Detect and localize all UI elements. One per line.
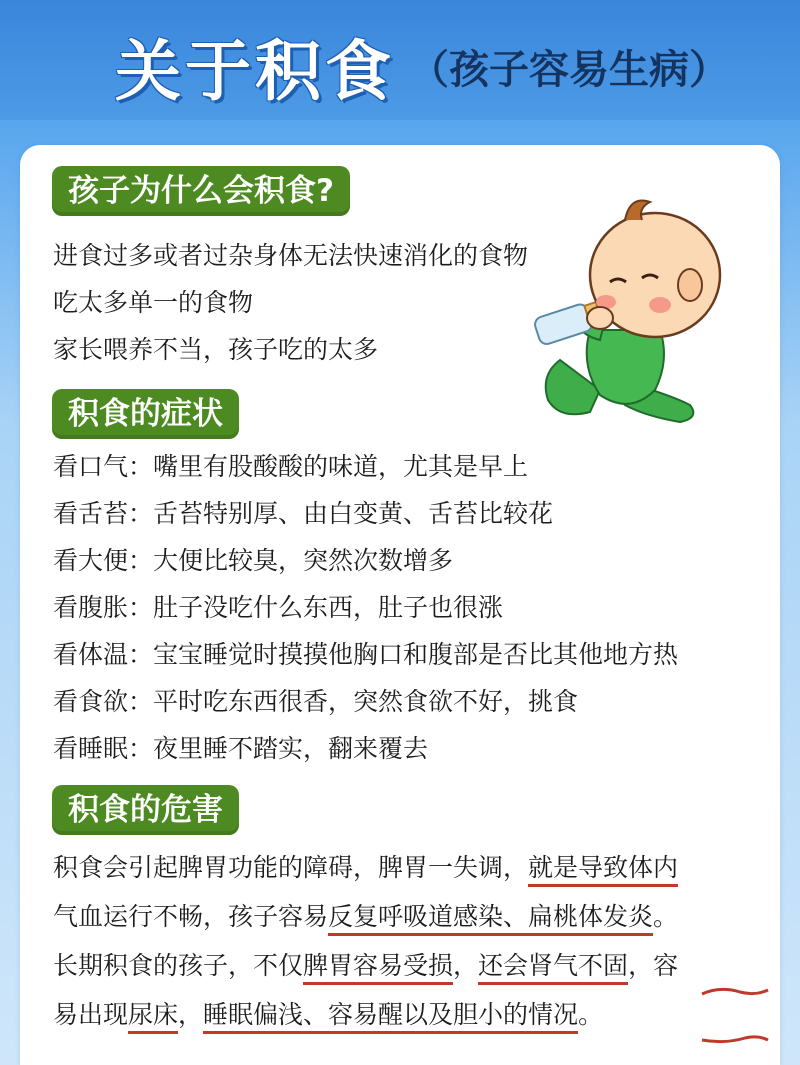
why-line-1: 进食过多或者过杂身体无法快速消化的食物 — [53, 241, 529, 270]
page-subtitle: （孩子容易生病） — [409, 47, 729, 93]
symptom-sleep: 看睡眠：夜里睡不踏实，翻来覆去 — [53, 734, 429, 763]
harm-line-4 — [53, 998, 603, 1032]
symptom-stool: 看大便：大便比较臭，突然次数增多 — [53, 546, 454, 575]
harm-line-4-text: 易出现 — [53, 1000, 129, 1029]
harm-line-1-text: 积食会引起脾胃功能的障碍，脾胃一失调， — [53, 853, 529, 882]
harm-line-4-end: 。 — [578, 1000, 604, 1029]
page-title: 关于积食 — [115, 33, 395, 110]
baby-bottle-illustration — [520, 190, 730, 440]
underline-scribble-2 — [700, 1030, 770, 1050]
section-tag-why: 孩子为什么会积食? — [52, 166, 350, 216]
symptom-tongue: 看舌苔：舌苔特别厚、由白变黄、舌苔比较花 — [53, 499, 554, 528]
harm-line-3-underlined-2: 还会肾气不固 — [478, 951, 628, 985]
harm-line-3-end: ，容 — [628, 951, 679, 980]
harm-line-1-underlined: 就是导致体内 — [528, 853, 678, 887]
symptom-appetite: 看食欲：平时吃东西很香，突然食欲不好，挑食 — [53, 687, 579, 716]
harm-line-2-text: 气血运行不畅，孩子容易 — [53, 902, 329, 931]
harm-line-3-comma: ， — [453, 951, 479, 980]
title-group — [115, 32, 729, 112]
harm-line-2 — [53, 900, 678, 934]
symptom-bloating: 看腹胀：肚子没吃什么东西，肚子也很涨 — [53, 593, 504, 622]
harm-line-3 — [53, 949, 678, 983]
header-banner — [0, 0, 800, 120]
symptom-breath: 看口气：嘴里有股酸酸的味道，尤其是早上 — [53, 452, 529, 481]
harm-line-2-underlined: 反复呼吸道感染、扁桃体发炎 — [328, 902, 653, 936]
harm-line-4-underlined-1: 尿床 — [128, 1000, 178, 1034]
harm-line-1 — [53, 851, 678, 885]
harm-line-2-end: 。 — [653, 902, 679, 931]
harm-line-3-underlined-1: 脾胃容易受损 — [303, 951, 453, 985]
harm-line-4-comma: ， — [178, 1000, 204, 1029]
underline-scribble-1 — [700, 982, 770, 1002]
why-line-3: 家长喂养不当，孩子吃的太多 — [53, 335, 379, 364]
harm-line-3-text: 长期积食的孩子，不仅 — [53, 951, 304, 980]
section-tag-harm: 积食的危害 — [52, 785, 239, 835]
why-line-2: 吃太多单一的食物 — [53, 288, 254, 317]
symptom-temperature: 看体温：宝宝睡觉时摸摸他胸口和腹部是否比其他地方热 — [53, 640, 679, 669]
harm-line-4-underlined-2: 睡眠偏浅、容易醒以及胆小的情况 — [203, 1000, 578, 1034]
section-tag-symptoms: 积食的症状 — [52, 389, 239, 439]
